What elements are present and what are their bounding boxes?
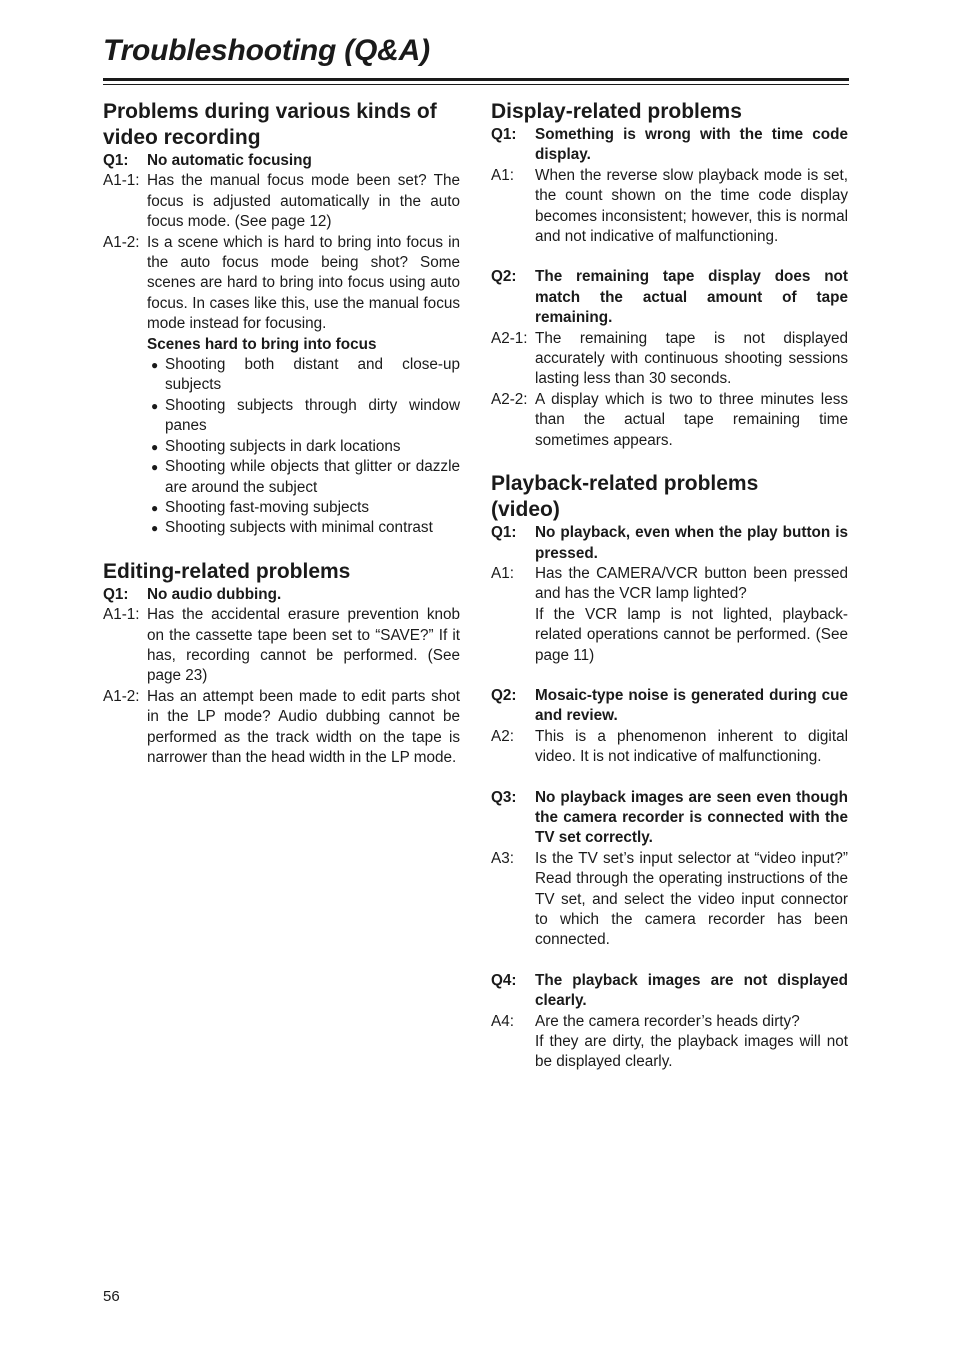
playback-a3	[491, 849, 848, 951]
q-label: Q1:	[103, 585, 129, 603]
q-label: Q1:	[491, 524, 517, 542]
editing-heading: Editing-related problems	[103, 559, 351, 583]
a-label: A1:	[491, 564, 514, 582]
display-a2-2	[491, 390, 848, 451]
q-label: Q1:	[491, 126, 517, 143]
list-item-text: Shooting while objects that glitter or dazzle are around the subject	[165, 458, 460, 496]
q-label: Q4:	[491, 971, 517, 989]
playback-heading-line1: Playback-related problems	[491, 472, 759, 496]
bullet-icon: ●	[151, 500, 159, 515]
editing-q1	[103, 585, 460, 605]
bullet-icon: ●	[151, 358, 159, 373]
recording-a1-2	[103, 233, 460, 335]
q-label: Q1:	[103, 152, 129, 169]
playback-heading	[491, 471, 848, 523]
playback-q3	[491, 788, 848, 849]
a-label: A2-1:	[491, 329, 528, 347]
page-title: Troubleshooting (Q&A)	[103, 34, 430, 67]
a-label: A1-2:	[103, 233, 140, 251]
a-text: Has an attempt been made to edit parts shot in the LP mode? Audio dubbing cannot be performed as the track width on the tape is narrower than the head width in the LP mode.	[147, 687, 460, 766]
list-item	[147, 518, 460, 538]
a-label: A2:	[491, 727, 514, 745]
a-text: When the reverse slow playback mode is set, the count shown on the time code display becomes inconsistent; however, this is normal and not indicative of malfunctioning.	[535, 166, 848, 246]
recording-a1-1	[103, 171, 460, 232]
a-text: Is a scene which is hard to bring into focus in the auto focus mode being shot? Some scenes are hard to bring into focus using auto focus. In cases like this, use the manual focus mode instead for focusing.	[147, 233, 460, 333]
editing-problems-section	[103, 559, 460, 769]
list-item-text: Shooting subjects with minimal contrast	[165, 519, 433, 537]
list-item-text: Shooting both distant and close-up subjects	[165, 356, 460, 394]
recording-heading-line1: Problems during various kinds of	[103, 100, 437, 123]
a-text: Has the manual focus mode been set? The focus is adjusted automatically in the auto focus mode. (See page 12)	[147, 172, 460, 231]
playback-problems-section	[491, 471, 848, 1073]
a-label: A1-1:	[103, 172, 140, 190]
bullet-icon: ●	[151, 521, 159, 536]
q-text: No automatic focusing	[147, 152, 312, 169]
playback-a4	[491, 1012, 848, 1073]
playback-q4	[491, 971, 848, 1012]
list-item-text: Shooting fast-moving subjects	[165, 498, 370, 516]
a-text: Is the TV set’s input selector at “video input?” Read through the operating instructions of the TV set, and select the video input connector to which the camera recorder has been connected.	[535, 849, 848, 949]
a-text: The remaining tape is not displayed accurately with continuous shooting sessions lasting less than 30 seconds.	[535, 329, 848, 388]
a-text: Has the accidental erasure prevention knob on the cassette tape been set to “SAVE?” If it has, recording cannot be performed. (See page 23)	[147, 606, 460, 685]
a-text-line2: If they are dirty, the playback images will not be displayed clearly.	[535, 1033, 848, 1071]
focus-scenes-list	[147, 355, 460, 539]
left-column	[103, 99, 460, 788]
display-a1	[491, 166, 848, 248]
recording-problems-section	[103, 99, 460, 539]
a-text: A display which is two to three minutes less than the actual tape remaining time sometimes appears.	[535, 390, 848, 449]
a-label: A1-1:	[103, 606, 140, 624]
list-item-text: Shooting subjects in dark locations	[165, 437, 401, 455]
a-text	[535, 1012, 848, 1073]
list-item	[147, 396, 460, 437]
display-q1	[491, 125, 848, 166]
display-a2-1	[491, 329, 848, 390]
page-number: 56	[103, 1288, 120, 1305]
list-item	[147, 498, 460, 518]
editing-a1-1	[103, 605, 460, 687]
a-label: A3:	[491, 849, 514, 867]
a-text	[535, 564, 848, 666]
q-label: Q3:	[491, 788, 517, 806]
title-rule-thin	[103, 84, 849, 85]
playback-a2	[491, 727, 848, 768]
q-text: No audio dubbing.	[147, 585, 282, 603]
q-text: The remaining tape display does not match the actual amount of tape remaining.	[535, 268, 848, 327]
playback-q2	[491, 686, 848, 727]
q-text: Something is wrong with the time code display.	[535, 126, 848, 164]
list-item	[147, 437, 460, 457]
a-label: A2-2:	[491, 390, 528, 408]
focus-scenes-subheading: Scenes hard to bring into focus	[147, 335, 377, 353]
a-text-line1: Has the CAMERA/VCR button been pressed and has the VCR lamp lighted?	[535, 564, 848, 603]
recording-heading	[103, 99, 460, 151]
list-item	[147, 355, 460, 396]
playback-heading-line2: (video)	[491, 498, 560, 522]
bullet-icon: ●	[151, 460, 159, 475]
display-q2	[491, 267, 848, 328]
q-text: Mosaic-type noise is generated during cue and review.	[535, 686, 848, 725]
list-item-text: Shooting subjects through dirty window panes	[165, 396, 460, 435]
playback-q1	[491, 523, 848, 564]
list-item	[147, 457, 460, 498]
bullet-icon: ●	[151, 398, 159, 413]
a-label: A1-2:	[103, 687, 140, 705]
right-column	[491, 99, 848, 1093]
q-text: No playback images are seen even though the camera recorder is connected with the TV set correctly.	[535, 788, 848, 847]
q-label: Q2:	[491, 686, 517, 704]
recording-heading-line2: video recording	[103, 126, 261, 149]
display-heading: Display-related problems	[491, 100, 742, 123]
playback-a1	[491, 564, 848, 666]
title-rule-thick	[103, 78, 849, 81]
q-label: Q2:	[491, 268, 517, 286]
q-text: No playback, even when the play button is pressed.	[535, 524, 848, 562]
display-problems-section	[491, 99, 848, 451]
a-text-line1: Are the camera recorder’s heads dirty?	[535, 1012, 800, 1030]
a-text: This is a phenomenon inherent to digital video. It is not indicative of malfunctioning.	[535, 727, 848, 766]
a-label: A4:	[491, 1012, 514, 1030]
bullet-icon: ●	[151, 439, 159, 454]
q-text: The playback images are not displayed clearly.	[535, 971, 848, 1010]
a-label: A1:	[491, 166, 514, 184]
recording-q1	[103, 151, 460, 171]
editing-a1-2	[103, 687, 460, 769]
a-text-line2: If the VCR lamp is not lighted, playback-related operations cannot be performed. (See page 11)	[535, 605, 848, 664]
